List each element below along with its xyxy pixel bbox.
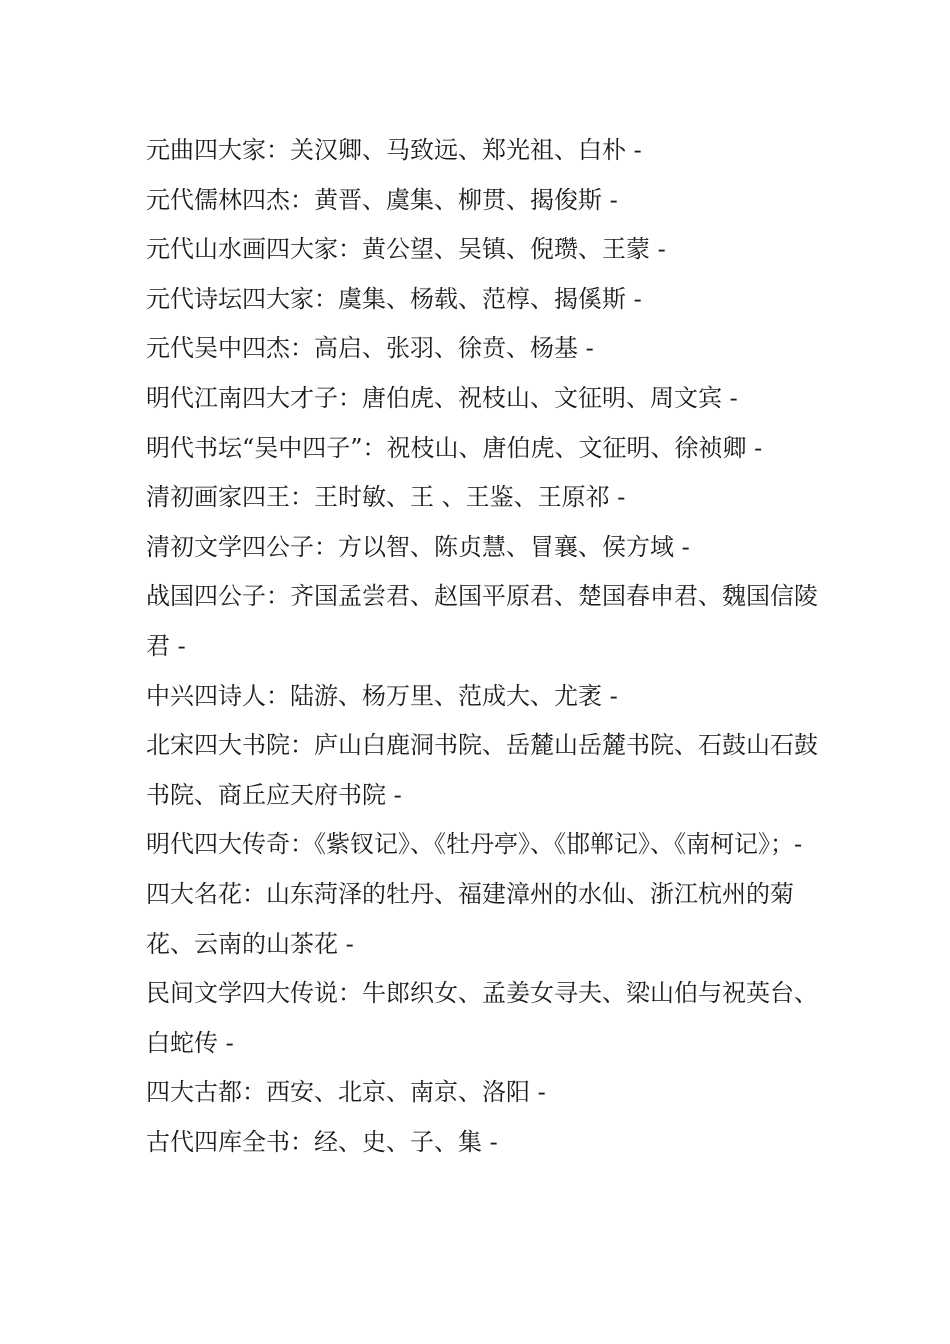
list-item: 古代四库全书：经、史、子、集 -	[146, 1127, 498, 1156]
list-item: 清初文学四公子：方以智、陈贞慧、冒襄、侯方域 -	[146, 532, 690, 561]
list-item: 元曲四大家：关汉卿、马致远、郑光祖、白朴 -	[146, 136, 642, 164]
list-item: 清初画家四王：王时敏、王 、王鉴、王原祁 -	[146, 483, 626, 512]
list-item: 战国四公子：齐国孟尝君、赵国平原君、楚国春申君、魏国信陵君 -	[146, 582, 818, 660]
list-item: 元代诗坛四大家：虞集、杨载、范椁、揭傒斯 -	[146, 284, 642, 313]
list-item: 元代吴中四杰：高启、张羽、徐贲、杨基 -	[146, 334, 594, 363]
list-item: 中兴四诗人：陆游、杨万里、范成大、尤袤 -	[146, 681, 618, 710]
document-body	[146, 126, 826, 1167]
list-item: 元代儒林四杰：黄晋、虞集、柳贯、揭俊斯 -	[146, 185, 618, 214]
list-item: 北宋四大书院：庐山白鹿洞书院、岳麓山岳麓书院、石鼓山石鼓书院、商丘应天府书院 -	[146, 731, 818, 809]
list-item: 民间文学四大传说：牛郎织女、孟姜女寻夫、梁山伯与祝英台、白蛇传 -	[146, 979, 818, 1057]
list-item: 明代书坛“吴中四子”：祝枝山、唐伯虎、文征明、徐祯卿 -	[146, 433, 763, 462]
list-item: 明代四大传奇：《紫钗记》、《牡丹亭》、《邯郸记》、《南柯记》；-	[146, 830, 803, 859]
list-item: 明代江南四大才子：唐伯虎、祝枝山、文征明、周文宾 -	[146, 383, 738, 412]
list-item: 四大名花：山东菏泽的牡丹、福建漳州的水仙、浙江杭州的菊花、云南的山茶花 -	[146, 879, 794, 958]
list-item: 元代山水画四大家：黄公望、吴镇、倪瓒、王蒙 -	[146, 235, 666, 264]
list-item: 四大古都：西安、北京、南京、洛阳 -	[146, 1078, 546, 1107]
